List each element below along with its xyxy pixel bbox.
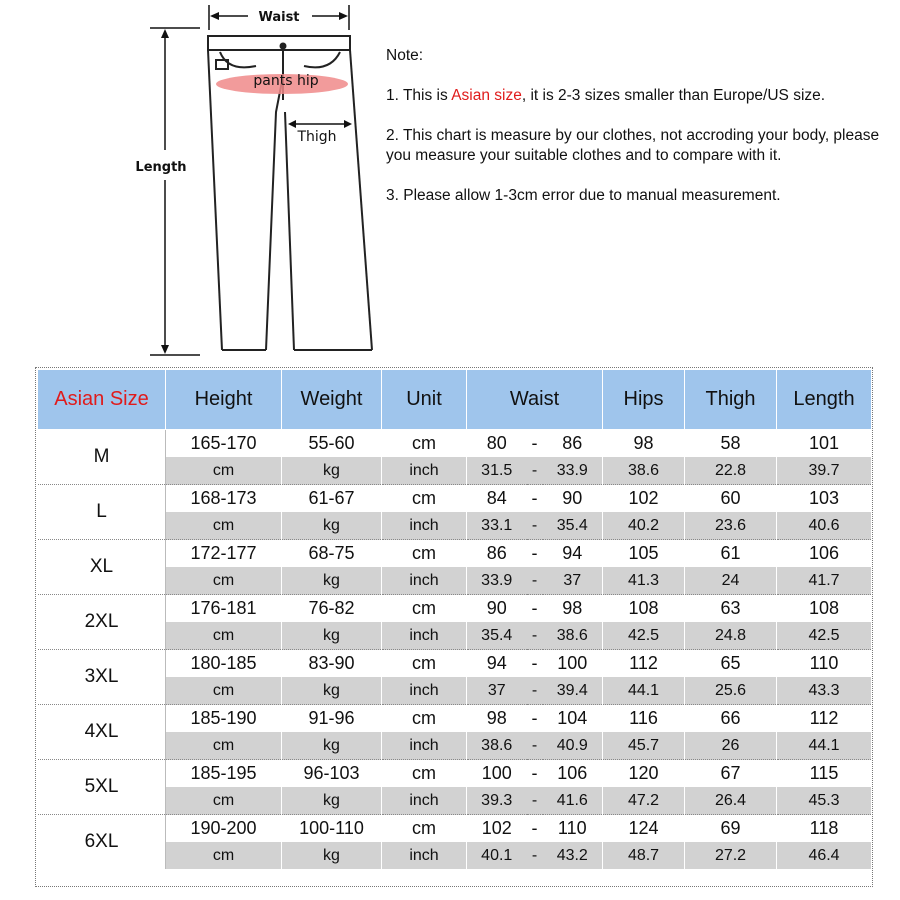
unit-inch-cell: inch (382, 567, 467, 595)
waist-separator: - (527, 705, 543, 733)
thigh-cell: 66 (685, 705, 777, 733)
hips-cell: 120 (603, 760, 685, 788)
thigh-cell: 60 (685, 485, 777, 513)
thigh-cell: 67 (685, 760, 777, 788)
waist-min-inch-cell: 35.4 (467, 622, 527, 650)
waist-max-cell: 104 (543, 705, 603, 733)
waist-min-inch-cell: 38.6 (467, 732, 527, 760)
size-cell: 6XL (38, 815, 166, 870)
waist-max-cell: 106 (543, 760, 603, 788)
asian-size-highlight: Asian size (451, 87, 522, 104)
size-cell: L (38, 485, 166, 540)
note-1-suffix: , it is 2-3 sizes smaller than Europe/US size. (521, 87, 826, 104)
waist-separator: - (527, 430, 543, 458)
thigh-inch-cell: 23.6 (685, 512, 777, 540)
weight-unit-cell: kg (282, 622, 382, 650)
waist-max-inch-cell: 37 (543, 567, 603, 595)
thigh-cell: 58 (685, 430, 777, 458)
table-header-row (38, 370, 872, 430)
header-waist: Waist (467, 370, 603, 430)
height-cell: 190-200 (166, 815, 282, 843)
thigh-inch-cell: 25.6 (685, 677, 777, 705)
height-cell: 168-173 (166, 485, 282, 513)
weight-cell: 55-60 (282, 430, 382, 458)
height-unit-cell: cm (166, 622, 282, 650)
waist-separator: - (527, 760, 543, 788)
unit-inch-cell: inch (382, 512, 467, 540)
unit-inch-cell: inch (382, 457, 467, 485)
note-1-prefix: 1. This is (386, 87, 452, 104)
waist-separator: - (527, 842, 543, 869)
hips-cell: 105 (603, 540, 685, 568)
waist-label: Waist (258, 10, 300, 25)
length-inch-cell: 42.5 (777, 622, 872, 650)
waist-min-inch-cell: 33.1 (467, 512, 527, 540)
thigh-cell: 63 (685, 595, 777, 623)
length-cell: 118 (777, 815, 872, 843)
table-row (38, 815, 872, 843)
waist-max-cell: 94 (543, 540, 603, 568)
hips-inch-cell: 45.7 (603, 732, 685, 760)
header-weight: Weight (282, 370, 382, 430)
notes-title: Note: (386, 47, 424, 64)
height-unit-cell: cm (166, 787, 282, 815)
note-1 (386, 86, 891, 106)
header-hips: Hips (603, 370, 685, 430)
waist-max-inch-cell: 40.9 (543, 732, 603, 760)
waist-separator: - (527, 595, 543, 623)
header-length: Length (777, 370, 872, 430)
weight-cell: 68-75 (282, 540, 382, 568)
weight-unit-cell: kg (282, 787, 382, 815)
waist-min-inch-cell: 39.3 (467, 787, 527, 815)
weight-cell: 91-96 (282, 705, 382, 733)
waist-separator: - (527, 567, 543, 595)
unit-inch-cell: inch (382, 732, 467, 760)
length-cell: 101 (777, 430, 872, 458)
thigh-inch-cell: 24 (685, 567, 777, 595)
waist-min-inch-cell: 40.1 (467, 842, 527, 869)
waist-max-cell: 90 (543, 485, 603, 513)
size-cell: 3XL (38, 650, 166, 705)
waist-min-cell: 98 (467, 705, 527, 733)
length-inch-cell: 41.7 (777, 567, 872, 595)
length-inch-cell: 44.1 (777, 732, 872, 760)
height-unit-cell: cm (166, 732, 282, 760)
weight-unit-cell: kg (282, 567, 382, 595)
hips-inch-cell: 48.7 (603, 842, 685, 869)
table-row (38, 650, 872, 678)
header-thigh: Thigh (685, 370, 777, 430)
length-inch-cell: 40.6 (777, 512, 872, 540)
note-2: 2. This chart is measure by our clothes, not accroding your body, please you measure your suitable clothes and to compare with it. (386, 127, 880, 164)
weight-unit-cell: kg (282, 512, 382, 540)
unit-cell: cm (382, 485, 467, 513)
size-cell: 4XL (38, 705, 166, 760)
table-row (38, 760, 872, 788)
height-cell: 165-170 (166, 430, 282, 458)
waist-max-inch-cell: 43.2 (543, 842, 603, 869)
waist-max-inch-cell: 35.4 (543, 512, 603, 540)
waist-max-cell: 98 (543, 595, 603, 623)
height-cell: 172-177 (166, 540, 282, 568)
waist-separator: - (527, 512, 543, 540)
length-cell: 115 (777, 760, 872, 788)
waist-separator: - (527, 677, 543, 705)
height-unit-cell: cm (166, 842, 282, 869)
unit-inch-cell: inch (382, 787, 467, 815)
length-cell: 103 (777, 485, 872, 513)
weight-unit-cell: kg (282, 677, 382, 705)
pants-diagram (0, 0, 380, 362)
length-cell: 112 (777, 705, 872, 733)
waist-max-cell: 86 (543, 430, 603, 458)
length-cell: 110 (777, 650, 872, 678)
size-cell: 5XL (38, 760, 166, 815)
length-cell: 108 (777, 595, 872, 623)
waist-min-cell: 102 (467, 815, 527, 843)
hip-label: pants hip (253, 73, 319, 89)
waist-max-cell: 100 (543, 650, 603, 678)
height-cell: 185-195 (166, 760, 282, 788)
header-asian-size: Asian Size (38, 370, 166, 430)
thigh-inch-cell: 26 (685, 732, 777, 760)
unit-inch-cell: inch (382, 677, 467, 705)
weight-unit-cell: kg (282, 842, 382, 869)
waist-separator: - (527, 540, 543, 568)
length-label: Length (135, 160, 187, 175)
height-unit-cell: cm (166, 677, 282, 705)
hips-inch-cell: 44.1 (603, 677, 685, 705)
waist-separator: - (527, 787, 543, 815)
thigh-cell: 61 (685, 540, 777, 568)
thigh-inch-cell: 26.4 (685, 787, 777, 815)
thigh-cell: 65 (685, 650, 777, 678)
length-arrow (150, 28, 200, 355)
unit-cell: cm (382, 650, 467, 678)
waist-separator: - (527, 485, 543, 513)
height-cell: 176-181 (166, 595, 282, 623)
weight-cell: 76-82 (282, 595, 382, 623)
waist-min-cell: 80 (467, 430, 527, 458)
waist-max-inch-cell: 41.6 (543, 787, 603, 815)
height-unit-cell: cm (166, 567, 282, 595)
unit-cell: cm (382, 595, 467, 623)
unit-cell: cm (382, 540, 467, 568)
length-inch-cell: 45.3 (777, 787, 872, 815)
weight-unit-cell: kg (282, 457, 382, 485)
unit-inch-cell: inch (382, 622, 467, 650)
thigh-arrow (288, 120, 352, 128)
height-cell: 185-190 (166, 705, 282, 733)
hips-cell: 102 (603, 485, 685, 513)
unit-cell: cm (382, 815, 467, 843)
waist-min-cell: 94 (467, 650, 527, 678)
table-row (38, 705, 872, 733)
unit-cell: cm (382, 430, 467, 458)
waist-min-inch-cell: 31.5 (467, 457, 527, 485)
waist-max-cell: 110 (543, 815, 603, 843)
waist-max-inch-cell: 38.6 (543, 622, 603, 650)
hips-inch-cell: 38.6 (603, 457, 685, 485)
hips-inch-cell: 40.2 (603, 512, 685, 540)
waist-separator: - (527, 650, 543, 678)
weight-unit-cell: kg (282, 732, 382, 760)
waist-max-inch-cell: 33.9 (543, 457, 603, 485)
waist-min-cell: 90 (467, 595, 527, 623)
waist-max-inch-cell: 39.4 (543, 677, 603, 705)
size-cell: XL (38, 540, 166, 595)
hips-cell: 116 (603, 705, 685, 733)
hips-cell: 124 (603, 815, 685, 843)
weight-cell: 83-90 (282, 650, 382, 678)
weight-cell: 100-110 (282, 815, 382, 843)
waist-min-inch-cell: 33.9 (467, 567, 527, 595)
weight-cell: 61-67 (282, 485, 382, 513)
size-cell: 2XL (38, 595, 166, 650)
height-unit-cell: cm (166, 457, 282, 485)
thigh-label: Thigh (297, 129, 337, 145)
table-row (38, 540, 872, 568)
waist-min-inch-cell: 37 (467, 677, 527, 705)
waist-separator: - (527, 622, 543, 650)
unit-cell: cm (382, 705, 467, 733)
waist-separator: - (527, 732, 543, 760)
notes-block (386, 46, 891, 226)
waist-min-cell: 86 (467, 540, 527, 568)
length-inch-cell: 46.4 (777, 842, 872, 869)
thigh-cell: 69 (685, 815, 777, 843)
hips-inch-cell: 47.2 (603, 787, 685, 815)
table-row (38, 430, 872, 458)
waist-separator: - (527, 457, 543, 485)
header-height: Height (166, 370, 282, 430)
size-cell: M (38, 430, 166, 485)
table-row (38, 595, 872, 623)
hips-inch-cell: 42.5 (603, 622, 685, 650)
hips-cell: 108 (603, 595, 685, 623)
weight-cell: 96-103 (282, 760, 382, 788)
height-cell: 180-185 (166, 650, 282, 678)
note-3: 3. Please allow 1-3cm error due to manual measurement. (386, 187, 781, 204)
thigh-inch-cell: 27.2 (685, 842, 777, 869)
hips-cell: 98 (603, 430, 685, 458)
thigh-inch-cell: 22.8 (685, 457, 777, 485)
hips-inch-cell: 41.3 (603, 567, 685, 595)
hips-cell: 112 (603, 650, 685, 678)
unit-inch-cell: inch (382, 842, 467, 869)
length-inch-cell: 39.7 (777, 457, 872, 485)
waist-min-cell: 84 (467, 485, 527, 513)
table-row (38, 485, 872, 513)
header-unit: Unit (382, 370, 467, 430)
height-unit-cell: cm (166, 512, 282, 540)
thigh-inch-cell: 24.8 (685, 622, 777, 650)
length-cell: 106 (777, 540, 872, 568)
waist-min-cell: 100 (467, 760, 527, 788)
size-chart-table (37, 369, 872, 869)
waist-separator: - (527, 815, 543, 843)
unit-cell: cm (382, 760, 467, 788)
length-inch-cell: 43.3 (777, 677, 872, 705)
